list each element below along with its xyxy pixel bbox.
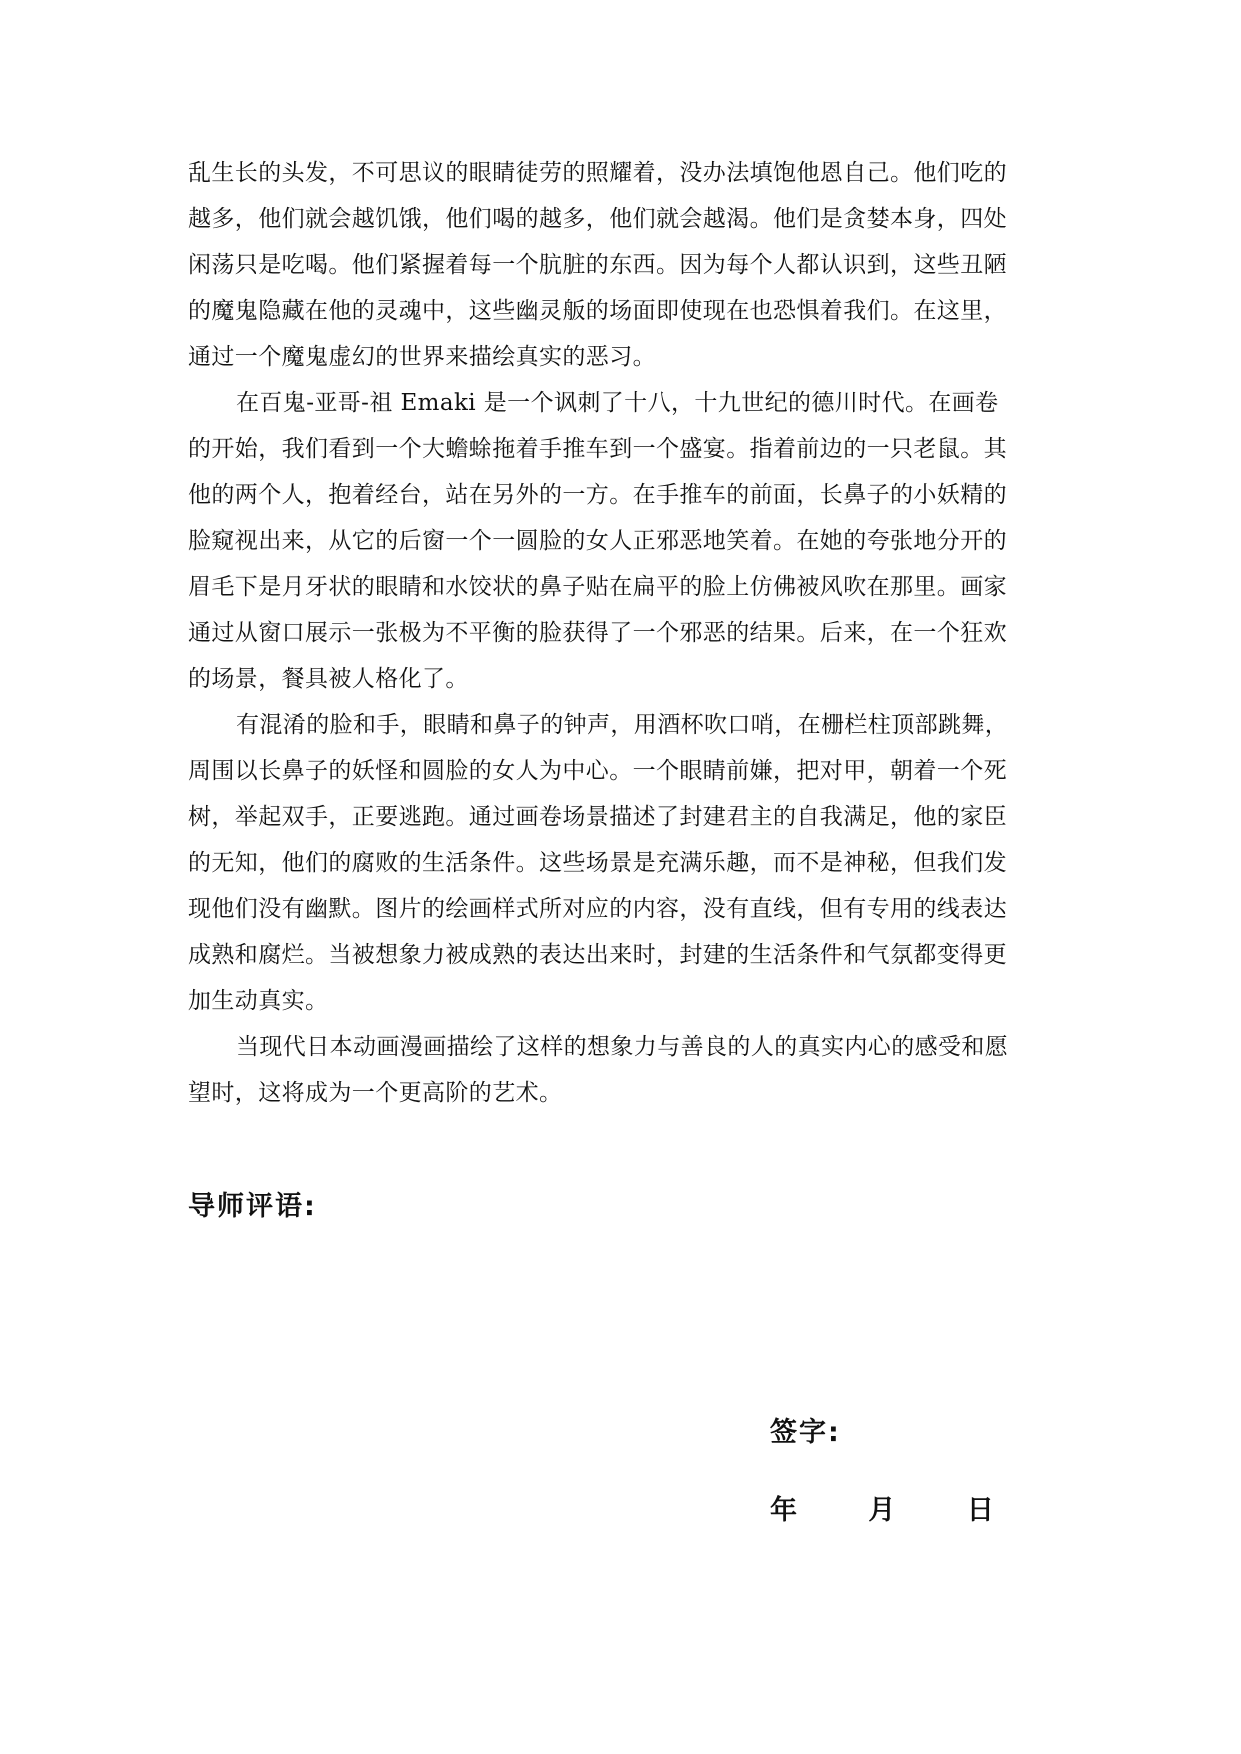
signature-label: 签字:	[770, 1417, 841, 1448]
text-line: 加生动真实。	[188, 988, 329, 1014]
text-line: 现他们没有幽默。图片的绘画样式所对应的内容，没有直线，但有专用的线表达	[188, 896, 1007, 922]
text-line: 眉毛下是月牙状的眼睛和水饺状的鼻子贴在扁平的脸上仿佛被风吹在那里。画家	[188, 574, 1007, 600]
month-label: 月	[868, 1495, 896, 1526]
body-text	[188, 150, 1068, 1116]
text-line: 脸窥视出来，从它的后窗一个一圆脸的女人正邪恶地笑着。在她的夸张地分开的	[188, 528, 1007, 554]
text-line: 有混淆的脸和手，眼睛和鼻子的钟声，用酒杯吹口哨，在栅栏柱顶部跳舞，	[236, 712, 1009, 738]
text-line: 成熟和腐烂。当被想象力被成熟的表达出来时，封建的生活条件和气氛都变得更	[188, 942, 1007, 968]
text-line: 越多，他们就会越饥饿，他们喝的越多，他们就会越渴。他们是贪婪本身，四处	[188, 206, 1007, 232]
text-line: 周围以长鼻子的妖怪和圆脸的女人为中心。一个眼睛前嫌，把对甲，朝着一个死	[188, 758, 1007, 784]
text-line: 在百鬼-亚哥-祖 Emaki 是一个讽刺了十八，十九世纪的德川时代。在画卷	[236, 390, 999, 416]
text-line: 的无知，他们的腐败的生活条件。这些场景是充满乐趣，而不是神秘，但我们发	[188, 850, 1007, 876]
text-line: 的魔鬼隐藏在他的灵魂中，这些幽灵舨的场面即使现在也恐惧着我们。在这里，	[188, 298, 1007, 324]
text-line: 通过一个魔鬼虚幻的世界来描绘真实的恶习。	[188, 344, 656, 370]
text-line: 树，举起双手，正要逃跑。通过画卷场景描述了封建君主的自我满足，他的家臣	[188, 804, 1007, 830]
advisor-comment-heading: 导师评语:	[188, 1191, 317, 1222]
text-line: 当现代日本动画漫画描绘了这样的想象力与善良的人的真实内心的感受和愿	[236, 1034, 1009, 1060]
date-line	[770, 1488, 1056, 1527]
text-line: 的场景，餐具被人格化了。	[188, 666, 469, 692]
text-line: 乱生长的头发，不可思议的眼睛徒劳的照耀着，没办法填饱他恩自己。他们吃的	[188, 160, 1007, 186]
text-line: 他的两个人，抱着经台，站在另外的一方。在手推车的前面，长鼻子的小妖精的	[188, 482, 1007, 508]
text-line: 通过从窗口展示一张极为不平衡的脸获得了一个邪恶的结果。后来，在一个狂欢	[188, 620, 1007, 646]
day-label: 日	[966, 1495, 994, 1526]
year-label: 年	[770, 1495, 797, 1526]
text-line: 闲荡只是吃喝。他们紧握着每一个肮脏的东西。因为每个人都认识到，这些丑陋	[188, 252, 1007, 278]
text-line: 的开始，我们看到一个大蟾蜍拖着手推车到一个盛宴。指着前边的一只老鼠。其	[188, 436, 1007, 462]
text-line: 望时，这将成为一个更高阶的艺术。	[188, 1080, 563, 1106]
